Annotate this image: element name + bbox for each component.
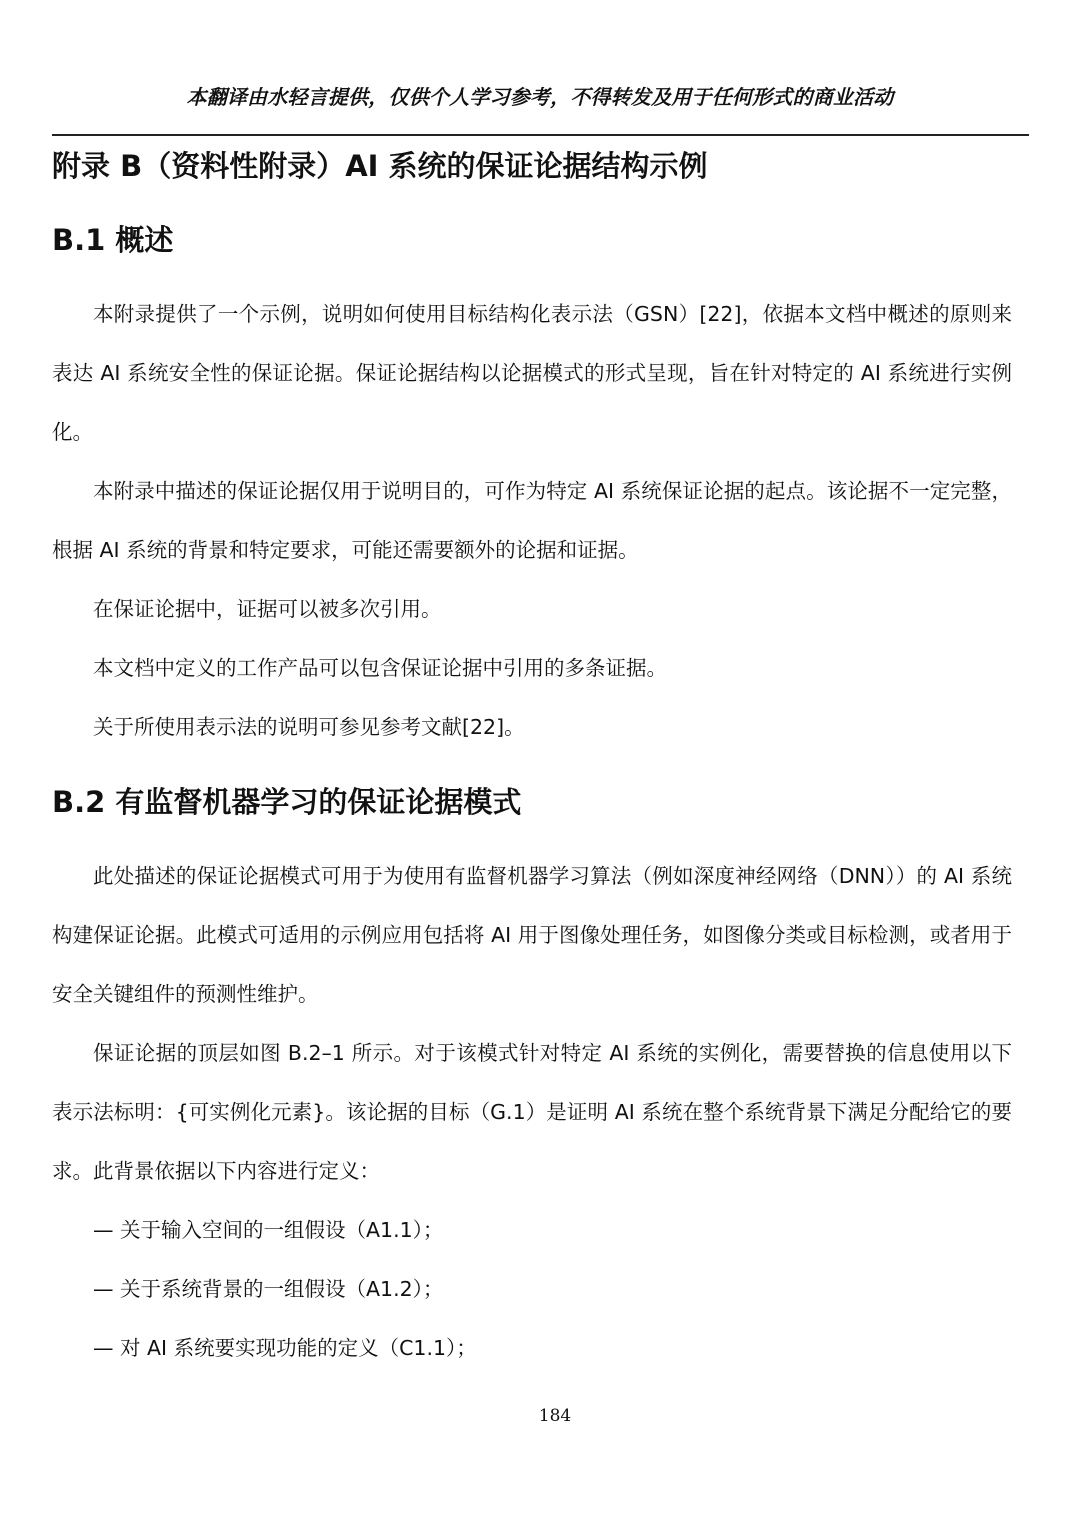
appendix-title: 附录 B（资料性附录）AI 系统的保证论据结构示例 (52, 149, 708, 183)
b2-paragraph-1: 此处描述的保证论据模式可用于为使用有监督机器学习算法（例如深度神经网络（DNN））的 AI 系统构建保证论据。此模式可适用的示例应用包括将 AI 用于图像处理任务，如图像分类或目标检测，或者用于安全关键组件的预测性维护。 (52, 864, 1012, 1006)
b2-paragraph-2: 保证论据的顶层如图 B.2–1 所示。对于该模式针对特定 AI 系统的实例化，需要替换的信息使用以下表示法标明：{可实例化元素}。该论据的目标（G.1）是证明 AI 系统在整个系统背景下满足分配给它的要求。此背景依据以下内容进行定义： (52, 1041, 1012, 1183)
b1-paragraph-4: 本文档中定义的工作产品可以包含保证论据中引用的多条证据。 (93, 656, 667, 680)
header-divider (52, 134, 1029, 136)
section-heading-b2: B.2 有监督机器学习的保证论据模式 (52, 785, 522, 819)
b1-paragraph-5: 关于所使用表示法的说明可参见参考文献[22]。 (93, 715, 525, 739)
page-number: 184 (538, 1406, 572, 1426)
list-item: — 对 AI 系统要实现功能的定义（C1.1）； (93, 1336, 477, 1360)
b1-paragraph-2: 本附录中描述的保证论据仅用于说明目的，可作为特定 AI 系统保证论据的起点。该论据不一定完整，根据 AI 系统的背景和特定要求，可能还需要额外的论据和证据。 (52, 479, 1012, 562)
section-heading-b1: B.1 概述 (52, 223, 174, 257)
translation-notice: 本翻译由水轻言提供，仅供个人学习参考，不得转发及用于任何形式的商业活动 (186, 85, 894, 109)
list-item: — 关于系统背景的一组假设（A1.2）； (93, 1277, 444, 1301)
list-item: — 关于输入空间的一组假设（A1.1）； (93, 1218, 444, 1242)
b1-paragraph-3: 在保证论据中，证据可以被多次引用。 (93, 597, 442, 621)
b1-paragraph-1: 本附录提供了一个示例，说明如何使用目标结构化表示法（GSN）[22]，依据本文档中概述的原则来表达 AI 系统安全性的保证论据。保证论据结构以论据模式的形式呈现，旨在针对特定的 AI 系统进行实例化。 (52, 302, 1012, 444)
